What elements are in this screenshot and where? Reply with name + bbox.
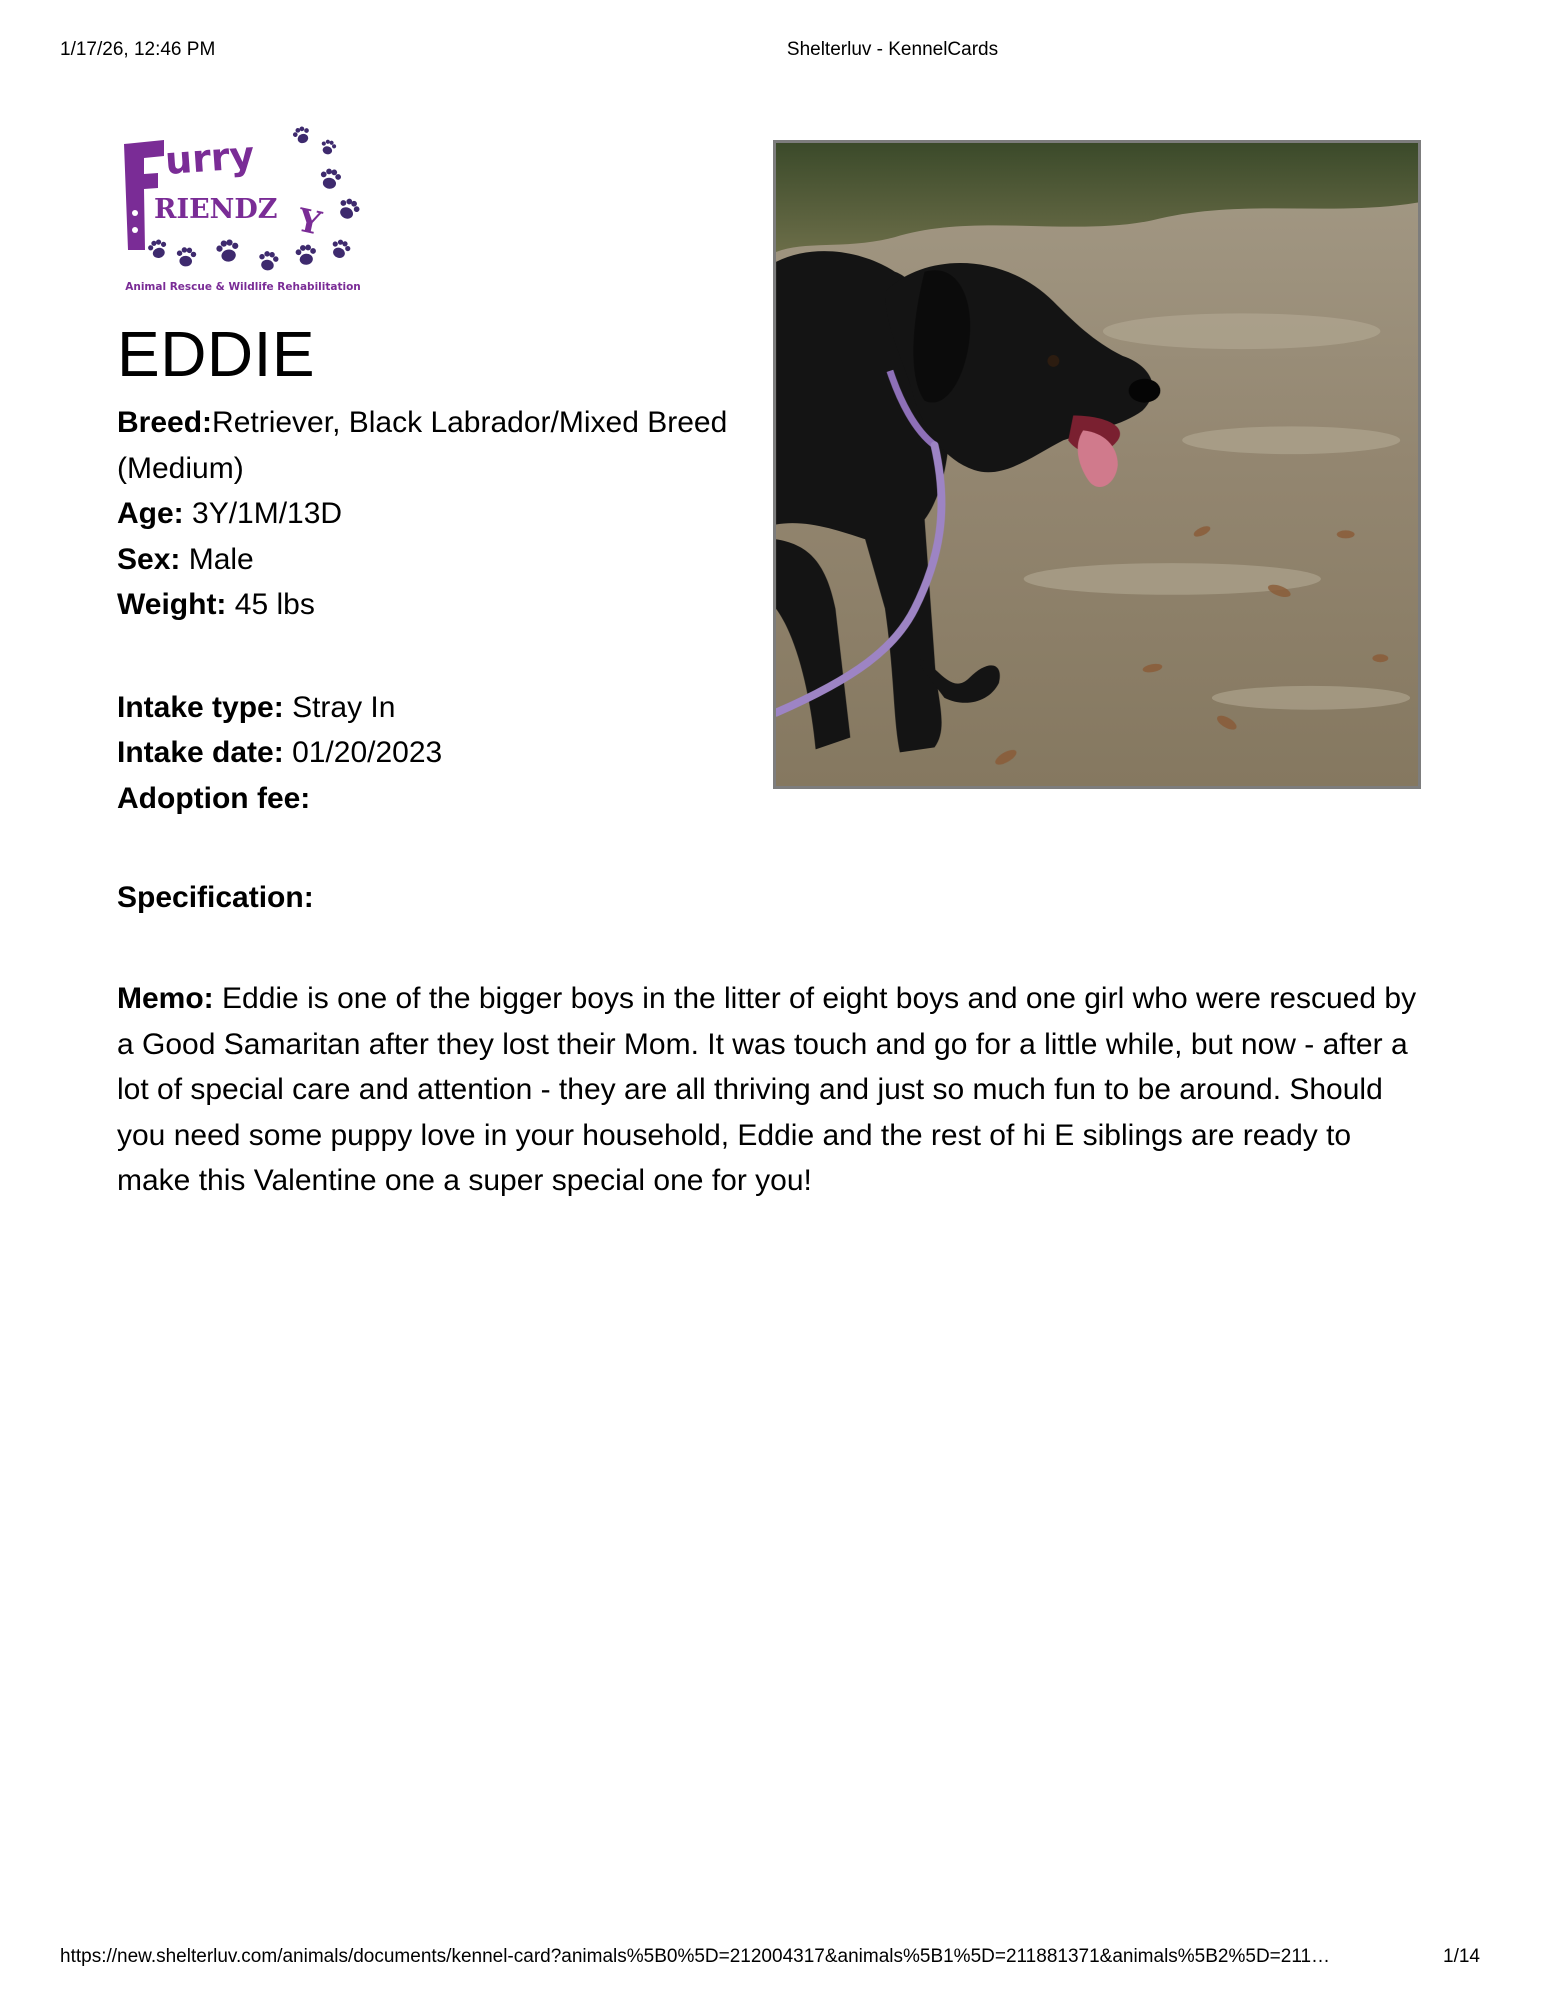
breed-row [117,400,767,491]
sex-label: Sex: [117,542,181,576]
intake-type-value: Stray In [292,690,396,724]
svg-text:RIENDZ: RIENDZ [154,194,278,225]
breed-label: Breed: [117,406,213,439]
animal-info [117,400,767,821]
breed-value: Retriever, Black Labrador/Mixed Breed (Medium) [117,406,728,485]
intake-type-label: Intake type: [117,690,284,724]
memo [117,976,1417,1204]
black-labrador-photo [773,140,1421,789]
intake-date-row [117,730,767,776]
intake-date-value: 01/20/2023 [292,736,443,769]
sex-value: Male [188,542,254,576]
print-page-title: Shelterluv - KennelCards [786,39,999,60]
intake-date-label: Intake date: [117,736,284,769]
memo-label: Memo: [117,982,214,1015]
age-value: 3Y/1M/13D [192,497,343,530]
adoption-fee-label: Adoption fee: [117,781,311,815]
specification-label: Specification: [117,881,314,914]
animal-name: EDDIE [117,318,316,390]
spacer [117,628,767,685]
weight-value: 45 lbs [234,588,315,621]
print-datetime: 1/17/26, 12:46 PM [60,39,216,60]
logo-tagline: Animal Rescue & Wildlife Rehabilitation [125,281,361,293]
print-url: https://new.shelterluv.com/animals/documents/kennel-card?animals%5B0%5D=212004317&animals%5B1%5D=211881371&animals%5B2%5D=211… [60,1946,1331,1967]
weight-row [117,582,767,628]
svg-text:urry: urry [163,132,256,183]
svg-text:Y: Y [294,200,325,243]
print-page-number: 1/14 [1443,1946,1480,1967]
intake-type-row [117,685,767,731]
sex-row [117,537,767,583]
age-label: Age: [117,497,184,530]
weight-label: Weight: [117,588,227,621]
memo-text: Eddie is one of the bigger boys in the litter of eight boys and one girl who were rescued by a Good Samaritan after they lost their Mom. It was touch and go for a little while, but now - after a lot of special care and attention - they are all thriving and just so much fun to be around. Should you need some puppy love in your household, Eddie and the rest of hi E siblings are ready to make this Valentine one a super special one for you! [117,982,1417,1197]
furry-friendzy-logo [118,118,368,296]
adoption-fee-row [117,776,767,822]
age-row [117,491,767,537]
